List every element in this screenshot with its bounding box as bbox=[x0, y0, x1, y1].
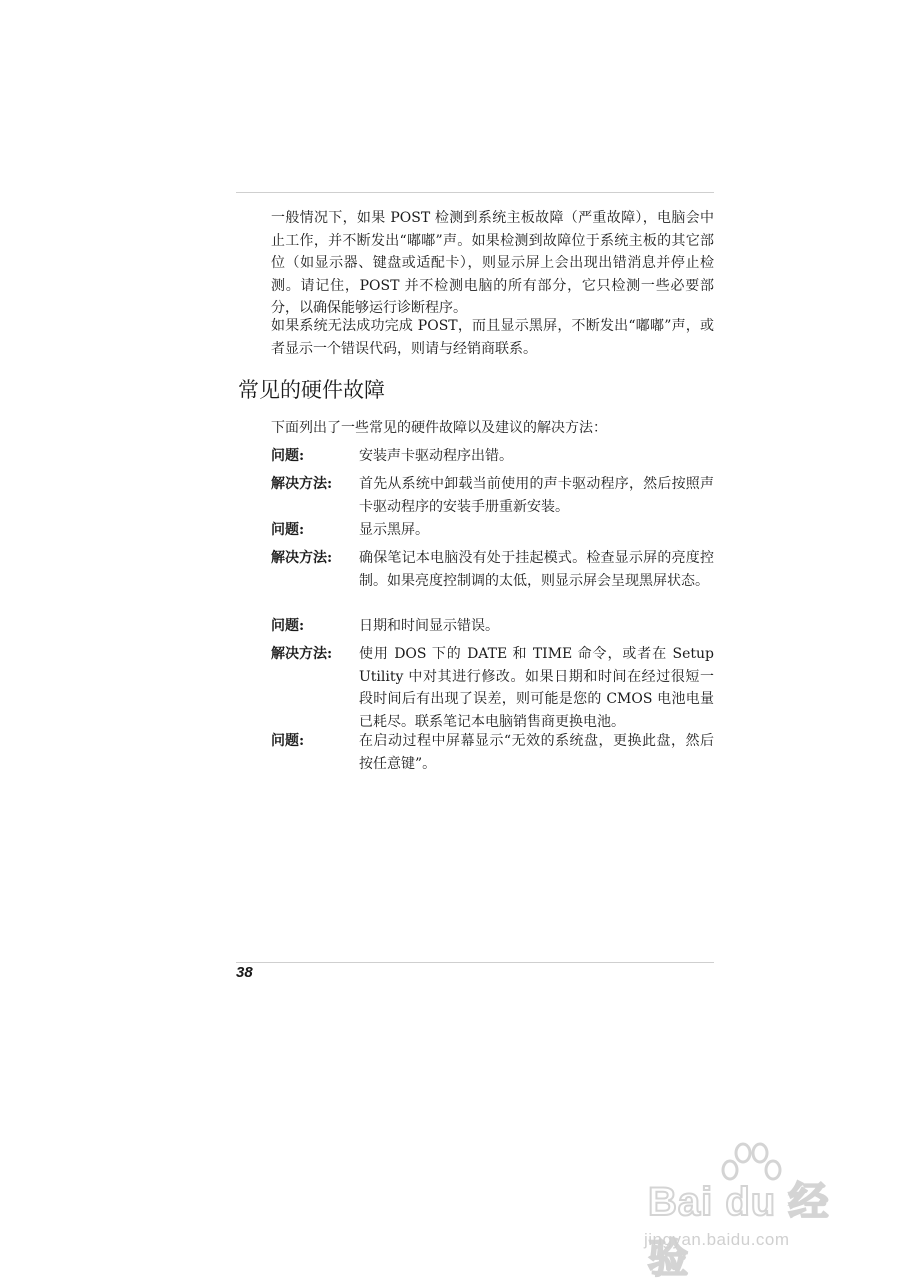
solution-label: 解决方法: bbox=[271, 476, 333, 492]
problem-entry bbox=[271, 519, 714, 542]
solution-text: 确保笔记本电脑没有处于挂起模式。检查显示屏的亮度控制。如果亮度控制调的太低，则显示屏会呈现黑屏状态。 bbox=[359, 550, 714, 589]
watermark-brand: Bai du 经验 bbox=[648, 1180, 830, 1281]
solution-label: 解决方法: bbox=[271, 550, 333, 566]
solution-entry bbox=[271, 473, 714, 518]
problem-text: 日期和时间显示错误。 bbox=[359, 618, 499, 634]
paragraph-post-failure: 如果系统无法成功完成 POST，而且显示黑屏，不断发出“嘟嘟”声，或者显示一个错误代码，则请与经销商联系。 bbox=[271, 318, 714, 357]
problem-entry bbox=[271, 615, 714, 638]
section-intro: 下面列出了一些常见的硬件故障以及建议的解决方法： bbox=[271, 420, 607, 436]
solution-entry bbox=[271, 547, 714, 592]
problem-entry bbox=[271, 730, 714, 775]
problem-label: 问题: bbox=[271, 618, 305, 634]
problem-text: 安装声卡驱动程序出错。 bbox=[359, 448, 513, 464]
page-number: 38 bbox=[236, 964, 253, 981]
problem-entry bbox=[271, 445, 714, 468]
problem-text: 显示黑屏。 bbox=[359, 522, 429, 538]
problem-label: 问题: bbox=[271, 522, 305, 538]
problem-label: 问题: bbox=[271, 733, 305, 749]
solution-text: 使用 DOS 下的 DATE 和 TIME 命令，或者在 Setup Utility 中对其进行修改。如果日期和时间在经过很短一段时间后有出现了误差，则可能是您的 CMOS 电池电量已耗尽。联系笔记本电脑销售商更换电池。 bbox=[359, 646, 714, 730]
solution-entry bbox=[271, 643, 714, 733]
footer-rule bbox=[236, 962, 714, 963]
header-rule bbox=[236, 192, 714, 193]
baidu-watermark bbox=[640, 1140, 870, 1281]
solution-label: 解决方法: bbox=[271, 646, 333, 662]
problem-label: 问题: bbox=[271, 448, 305, 464]
section-heading: 常见的硬件故障 bbox=[238, 378, 385, 402]
solution-text: 首先从系统中卸载当前使用的声卡驱动程序，然后按照声卡驱动程序的安装手册重新安装。 bbox=[359, 476, 714, 515]
paragraph-post-behavior: 一般情况下，如果 POST 检测到系统主板故障（严重故障），电脑会中止工作，并不断发出“嘟嘟”声。如果检测到故障位于系统主板的其它部位（如显示器、键盘或适配卡），则显示屏上会出现出错消息并停止检测。请记住，POST 并不检测电脑的所有部分，它只检测一些必要部分，以确保能够运行诊断程序。 bbox=[271, 210, 714, 316]
problem-text: 在启动过程中屏幕显示“无效的系统盘，更换此盘，然后按任意键”。 bbox=[359, 733, 714, 772]
watermark-url: jingyan.baidu.com bbox=[644, 1230, 790, 1249]
